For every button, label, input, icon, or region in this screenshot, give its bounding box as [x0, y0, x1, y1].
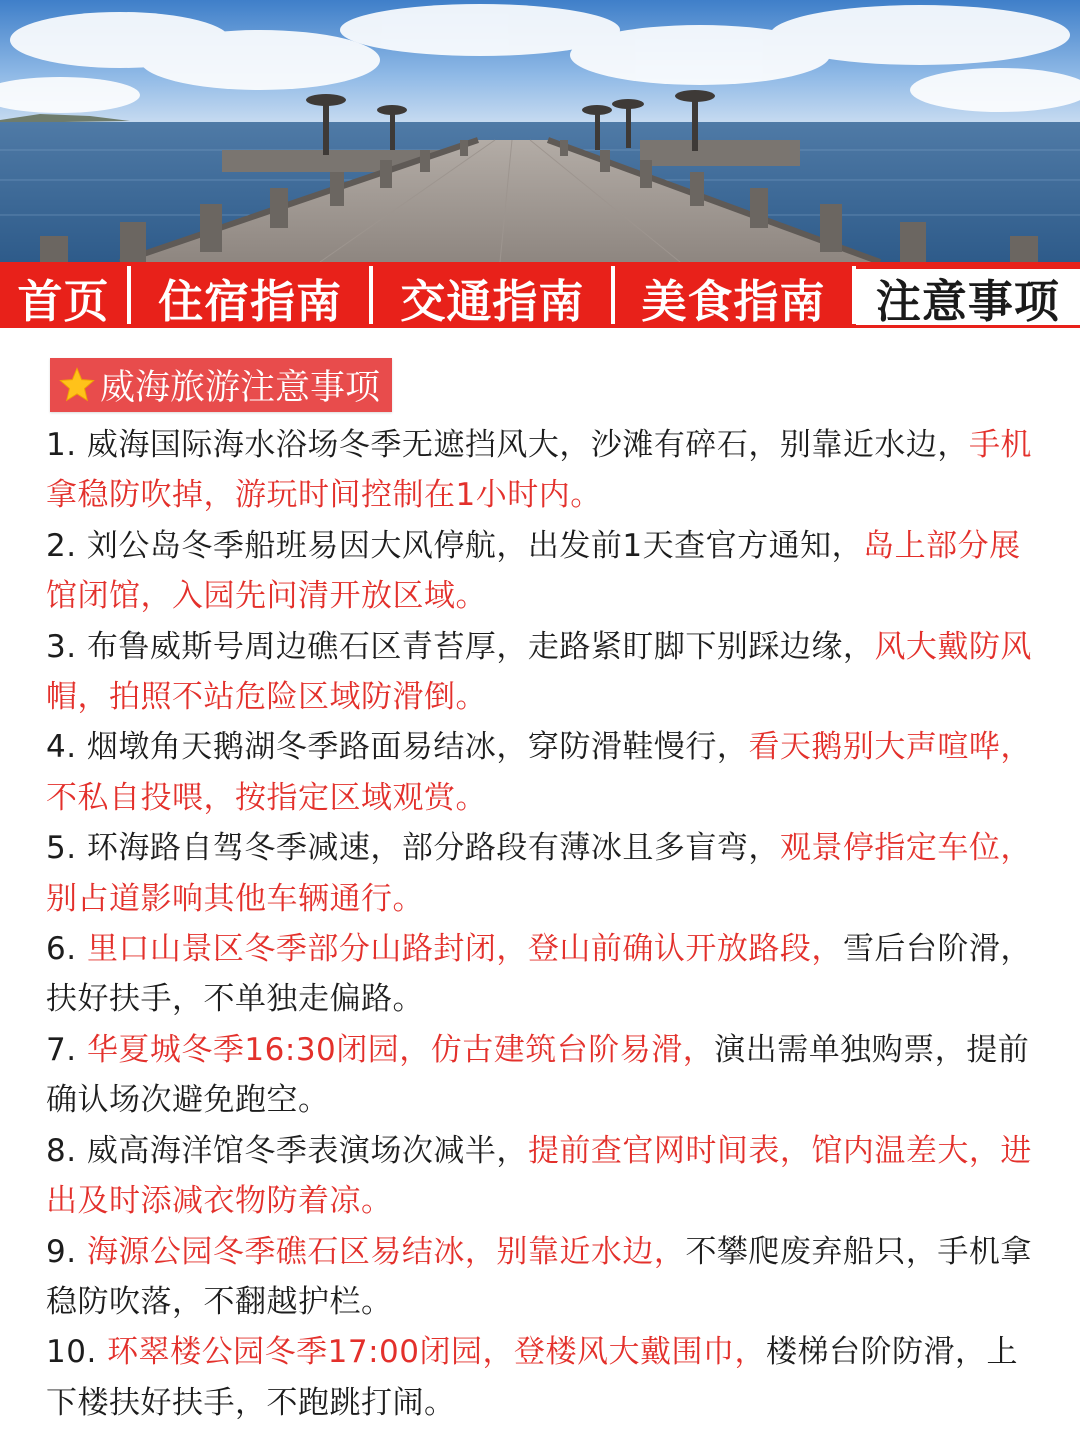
tip-highlight: 岛上部分展馆闭馆，入园先问清开放区域。 [46, 527, 1021, 615]
tip-text: 10. [46, 1334, 108, 1371]
tip-item [46, 1327, 1036, 1428]
tip-highlight: 观景停指定车位，别占道影响其他车辆通行。 [46, 830, 1032, 917]
tab-food-guide[interactable]: 美食指南 [641, 274, 826, 328]
tip-text: 6. [46, 931, 87, 968]
tip-item [46, 1227, 1036, 1328]
tip-text: 5. 环海路自驾冬季减速，部分路段有薄冰且多盲弯， [46, 830, 780, 867]
tip-highlight: 海源公园冬季礁石区易结冰，别靠近水边， [86, 1233, 686, 1270]
tip-item [46, 420, 1036, 521]
tip-text: 2. 刘公岛冬季船班易因大风停航，出发前1天查官方通知， [46, 527, 864, 564]
tip-item [46, 924, 1036, 1025]
tip-text: 雪后台阶滑，扶好扶手，不单独走偏路。 [46, 931, 1032, 1018]
tip-text: 4. 烟墩角天鹅湖冬季路面易结冰，穿防滑鞋慢行， [46, 729, 749, 766]
tab-transport-guide[interactable]: 交通指南 [400, 274, 585, 328]
tip-highlight: 风大戴防风帽，拍照不站危险区域防滑倒。 [46, 628, 1032, 716]
tab-bar [0, 262, 1080, 328]
tip-item [46, 823, 1036, 924]
tip-text: 9. [46, 1233, 87, 1270]
tab-precautions[interactable]: 注意事项 [856, 269, 1080, 325]
tip-text: 演出需单独购票，提前确认场次避免跑空。 [46, 1031, 1030, 1119]
tip-highlight: 手机拿稳防吹掉，游玩时间控制在1小时内。 [46, 427, 1032, 514]
tip-text: 1. 威海国际海水浴场冬季无遮挡风大，沙滩有碎石，别靠近水边， [46, 427, 969, 463]
tip-text: 楼梯台阶防滑，上下楼扶好扶手，不跑跳打闹。 [46, 1334, 1018, 1421]
tab-accommodation-guide[interactable]: 住宿指南 [158, 274, 343, 328]
tip-highlight: 华夏城冬季16:30闭园，仿古建筑台阶易滑， [86, 1031, 715, 1068]
pier-illustration [0, 0, 1080, 262]
tip-text: 8. 威高海洋馆冬季表演场次减半， [46, 1132, 528, 1169]
tip-highlight: 里口山景区冬季部分山路封闭，登山前确认开放路段， [86, 931, 843, 968]
tip-item [46, 722, 1036, 823]
tip-text: 不攀爬废弃船只，手机拿稳防吹落，不翻越护栏。 [46, 1233, 1032, 1320]
hero-pier-image [0, 0, 1080, 262]
tip-item [46, 1126, 1036, 1227]
star-icon [58, 366, 96, 404]
tab-home[interactable]: 首页 [17, 274, 110, 328]
tip-text: 3. 布鲁威斯号周边礁石区青苔厚，走路紧盯脚下别踩边缘， [46, 628, 875, 665]
tips-list [46, 420, 1036, 1428]
tip-item [46, 622, 1036, 723]
tip-highlight: 看天鹅别大声喧哗，不私自投喂，按指定区域观赏。 [46, 729, 1032, 816]
section-title: 威海旅游注意事项 [100, 368, 381, 408]
tip-highlight: 提前查官网时间表，馆内温差大，进出及时添减衣物防着凉。 [46, 1132, 1032, 1220]
tip-item [46, 521, 1036, 622]
section-heading [50, 358, 392, 412]
tip-text: 7. [46, 1031, 87, 1068]
tip-item [46, 1025, 1036, 1126]
tip-highlight: 环翠楼公园冬季17:00闭园，登楼风大戴围巾， [107, 1334, 766, 1371]
